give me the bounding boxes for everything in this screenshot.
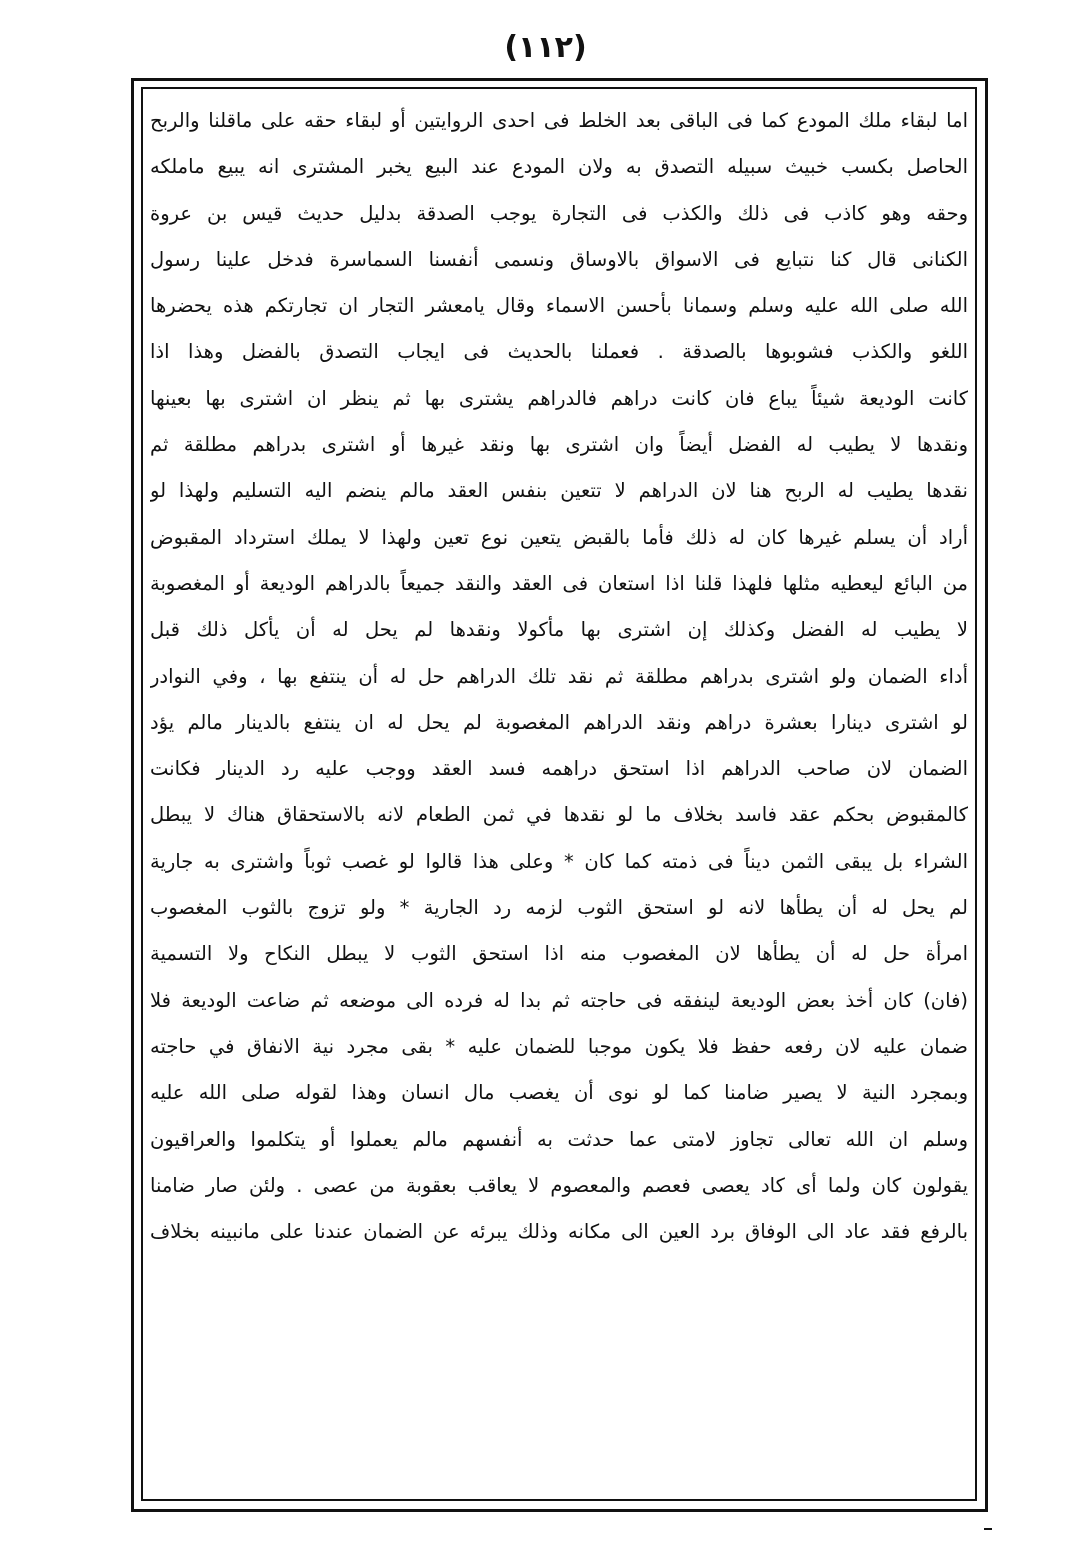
- text-line: يقولون كان ولما أى كاد يعصى فعصم والمعصوم لا يعاقب بعقوبة من عصى . ولئن صار ضامنا: [150, 1173, 968, 1197]
- text-body: [150, 98, 968, 1488]
- text-line: كالمقبوض بحكم عقد فاسد بخلاف ما لو نقدها في ثمن الطعام لانه بالاستحقاق هناك لا يبطل: [150, 803, 968, 827]
- margin-mark: [984, 1528, 992, 1530]
- text-line: ضمان عليه لان رفعه حفظ فلا يكون موجبا للضمان عليه * بقى مجرد نية الانفاق في حاجته: [150, 1034, 968, 1058]
- text-line: بالرفع فقد عاد الى الوفاق برد العين الى مكانه وذلك يبرئه عن الضمان عندنا على مانبينه بخلاف: [150, 1220, 968, 1244]
- text-line: الشراء بل يبقى الثمن ديناً فى ذمته كما كان * وعلى هذا قالوا لو غصب ثوباً واشترى به جارية: [150, 849, 968, 873]
- text-line: وسلم ان الله تعالى تجاوز لامتى عما حدثت به أنفسهم مالم يعملوا أو يتكلموا والعراقيون: [150, 1127, 968, 1151]
- text-line: لو اشترى دينارا بعشرة دراهم ونقد الدراهم المغصوبة لم يحل له ان ينتفع بالدينار مالم يؤد: [150, 710, 968, 734]
- text-line: الكنانى قال كنا نتبايع فى الاسواق بالاوساق ونسمى أنفسنا السماسرة فدخل علينا رسول: [150, 247, 968, 271]
- text-line: من البائع ليعطيه مثلها فلهذا قلنا اذا استعان فى العقد والنقد جميعاً بالدراهم الوديعة أو المغصوبة: [150, 571, 968, 595]
- text-line: امرأة حل له أن يطأها لان المغصوب منه اذا استحق الثوب لا يبطل النكاح ولا التسمية: [150, 942, 968, 966]
- text-line: (فان) كان أخذ بعض الوديعة لينفقه فى حاجته ثم بدا له فرده الى موضعه ثم ضاعت الوديعة فلا: [150, 988, 968, 1012]
- text-line: الله صلى الله عليه وسلم وسمانا بأحسن الاسماء وقال يامعشر التجار ان تجارتكم هذه يحضرها: [150, 294, 968, 318]
- page-number: (١١٢): [504, 30, 587, 65]
- text-line: الحاصل بكسب خبيث سبيله التصدق به ولان المودع عند البيع يخبر المشترى انه يبيع ماملكه: [150, 155, 968, 179]
- text-line: اما لبقاء ملك المودع كما فى الباقى بعد الخلط فى احدى الروايتين أو لبقاء حقه على ماقلنا والربح: [150, 109, 968, 132]
- text-line: أراد أن يسلم غيرها كان له ذلك فأما بالقبض يتعين نوع تعين ولهذا لا يملك استرداد المقبوض: [150, 525, 968, 549]
- text-line: ونقدها لا يطيب له الفضل أيضاً وان اشترى بها ونقد غيرها أو اشترى بدراهم مطلقة ثم: [150, 433, 968, 457]
- text-line: الضمان لان صاحب الدراهم اذا استحق دراهمه فسد العقد ووجب عليه رد الدينار فكانت: [150, 757, 968, 781]
- text-line: وحقه وهو كاذب فى ذلك والكذب فى التجارة يوجب الصدقة بدليل حديث قيس بن عروة: [150, 201, 968, 225]
- text-line: اللغو والكذب فشوبوها بالصدقة . فعملنا بالحديث فى ايجاب التصدق بالفضل وهذا اذا: [150, 340, 968, 364]
- text-line: وبمجرد النية لا يصير ضامنا كما لو نوى أن يغصب مال انسان وهذا لقوله صلى الله عليه: [150, 1081, 968, 1105]
- text-line: أداء الضمان ولو اشترى بدراهم مطلقة ثم نقد تلك الدراهم حل له أن ينتفع بها ، وفي النوادر: [150, 664, 968, 688]
- text-line: لم يحل له أن يطأها لانه لو استحق الثوب لزمه رد الجارية * ولو تزوج بالثوب المغصوب: [150, 896, 968, 920]
- text-line: لا يطيب له الفضل وكذلك إن اشترى بها مأكولا ونقدها لم يحل له أن يأكل ذلك قبل: [150, 618, 968, 642]
- text-line: كانت الوديعة شيئاً يباع فان كانت دراهم فالدراهم يشترى بها ثم ينظر ان اشترى بها بعينها: [150, 386, 968, 410]
- text-line: نقدها يطيب له الربح هنا لان الدراهم لا تتعين بنفس العقد مالم ينضم اليه التسليم ولهذا لو: [150, 479, 968, 503]
